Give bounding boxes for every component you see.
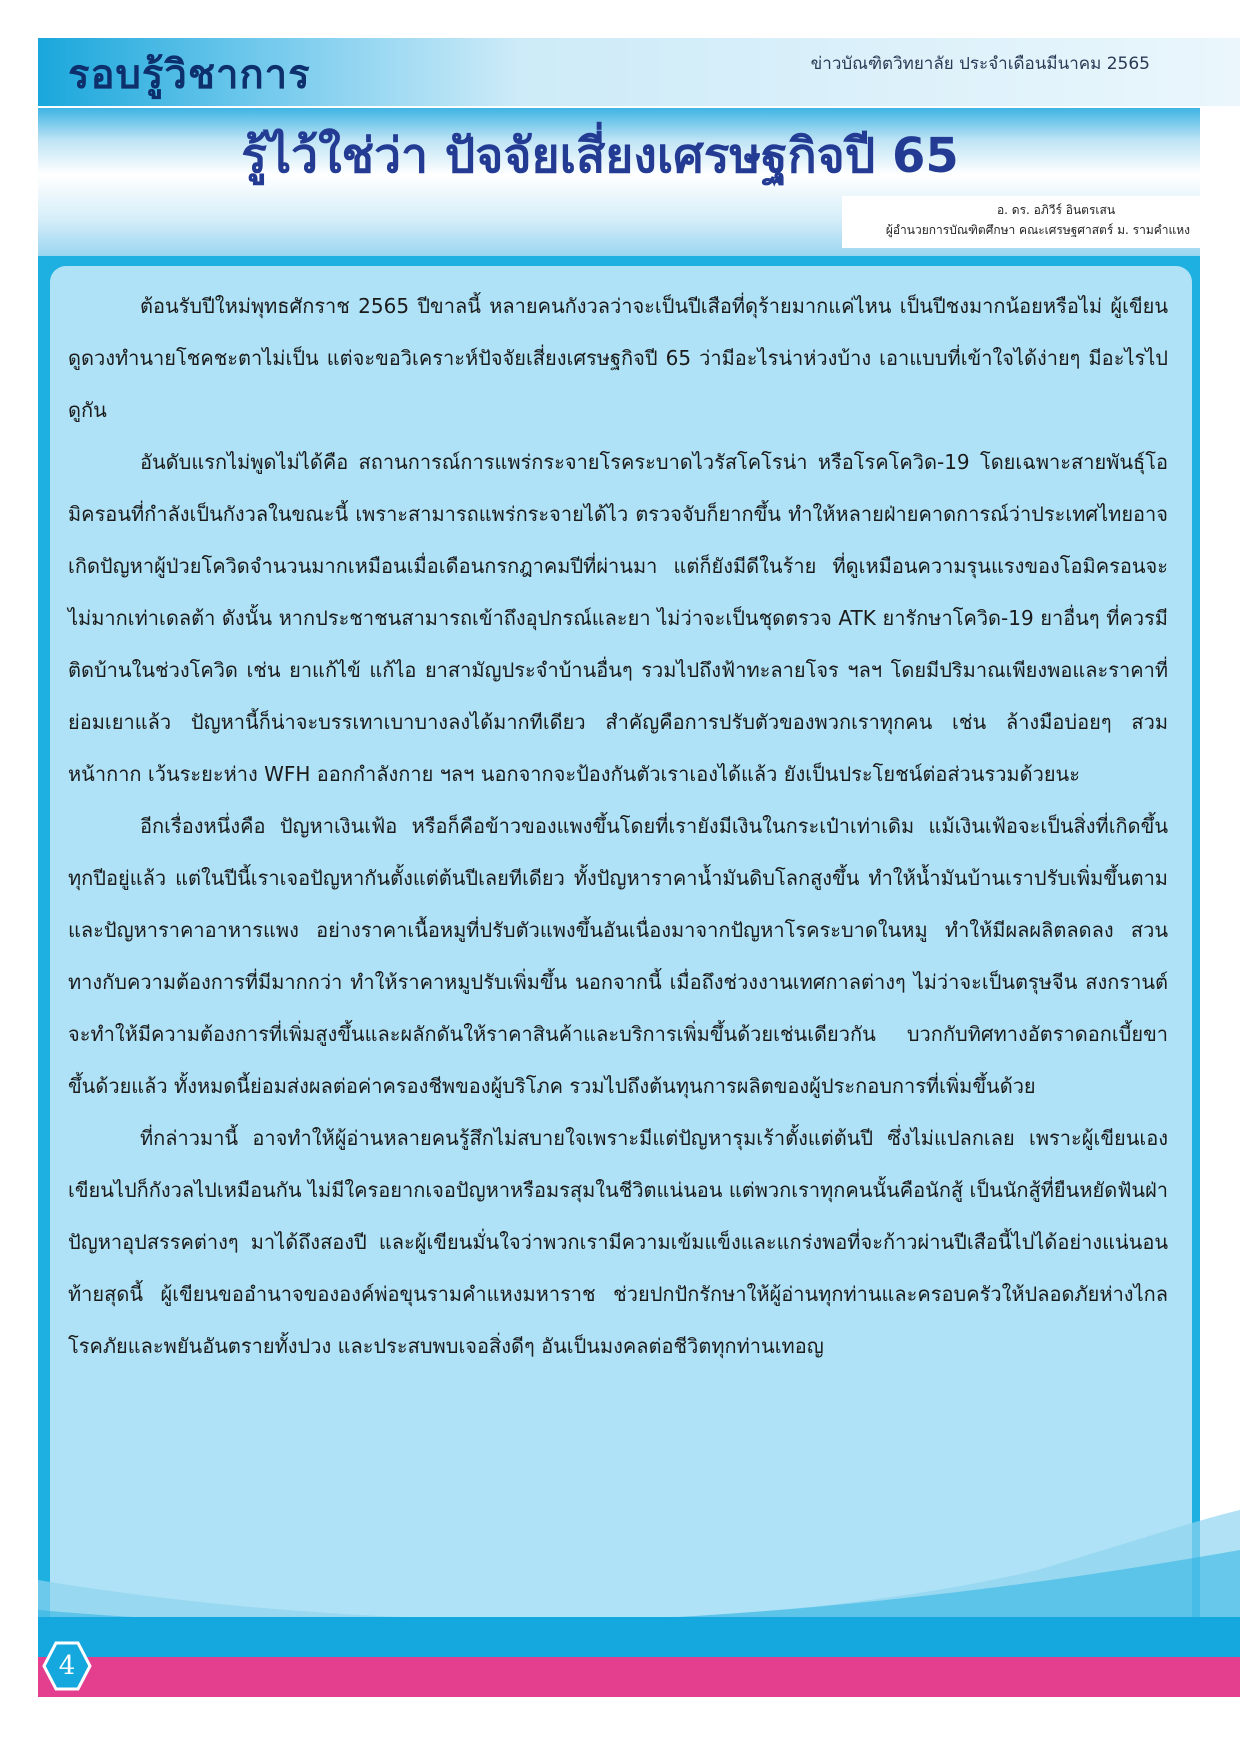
- author-box: [842, 196, 1200, 248]
- paragraph: อีกเรื่องหนึ่งคือ ปัญหาเงินเฟ้อ หรือก็คือข้าวของแพงขึ้นโดยที่เรายังมีเงินในกระเป๋าเท่าเดิม แม้เงินเฟ้อจะเป็นสิ่งที่เกิดขึ้นทุกปีอยู่แล้ว แต่ในปีนี้เราเจอปัญหากันตั้งแต่ต้นปีเลยทีเดียว ทั้งปัญหาราคาน้ำมันดิบโลกสูงขึ้น ทำให้น้ำมันบ้านเราปรับเพิ่มขึ้นตาม และปัญหาราคาอาหารแพง อย่างราคาเนื้อหมูที่ปรับตัวแพงขึ้นอันเนื่องมาจากปัญหาโรคระบาดในหมู ทำให้มีผลผลิตลดลง สวนทางกับความต้องการที่มีมากกว่า ทำให้ราคาหมูปรับเพิ่มขึ้น นอกจากนี้ เมื่อถึงช่วงงานเทศกาลต่างๆ ไม่ว่าจะเป็นตรุษจีน สงกรานต์ จะทำให้มีความต้องการที่เพิ่มสูงขึ้นและผลักดันให้ราคาสินค้าและบริการเพิ่มขึ้นด้วยเช่นเดียวกัน บวกกับทิศทางอัตราดอกเบี้ยขาขึ้นด้วยแล้ว ทั้งหมดนี้ย่อมส่งผลต่อค่าครองชีพของผู้บริโภค รวมไปถึงต้นทุนการผลิตของผู้ประกอบการที่เพิ่มขึ้นด้วย: [68, 814, 1168, 1098]
- issue-label: ข่าวบัณฑิตวิทยาลัย ประจำเดือนมีนาคม 2565: [810, 54, 1150, 74]
- footer-pink-band: [38, 1657, 1240, 1697]
- paragraph: อันดับแรกไม่พูดไม่ได้คือ สถานการณ์การแพร่กระจายโรคระบาดไวรัสโคโรน่า หรือโรคโควิด-19 โดยเฉพาะสายพันธุ์โอมิครอนที่กำลังเป็นกังวลในขณะนี้ เพราะสามารถแพร่กระจายได้ไว ตรวจจับก็ยากขึ้น ทำให้หลายฝ่ายคาดการณ์ว่าประเทศไทยอาจเกิดปัญหาผู้ป่วยโควิดจำนวนมากเหมือนเมื่อเดือนกรกฎาคมปีที่ผ่านมา แต่ก็ยังมีดีในร้าย ที่ดูเหมือนความรุนแรงของโอมิครอนจะไม่มากเท่าเดลต้า ดังนั้น หากประชาชนสามารถเข้าถึงอุปกรณ์และยา ไม่ว่าจะเป็นชุดตรวจ ATK ยารักษาโควิด-19 ยาอื่นๆ ที่ควรมีติดบ้านในช่วงโควิด เช่น ยาแก้ไข้ แก้ไอ ยาสามัญประจำบ้านอื่นๆ รวมไปถึงฟ้าทะลายโจร ฯลฯ โดยมีปริมาณเพียงพอและราคาที่ย่อมเยาแล้ว ปัญหานี้ก็น่าจะบรรเทาเบาบางลงได้มากทีเดียว สำคัญคือการปรับตัวของพวกเราทุกคน เช่น ล้างมือบ่อยๆ สวมหน้ากาก เว้นระยะห่าง WFH ออกกำลังกาย ฯลฯ นอกจากจะป้องกันตัวเราเองได้แล้ว ยังเป็นประโยชน์ต่อส่วนรวมด้วยนะ: [68, 450, 1168, 786]
- author-role: ผู้อำนวยการบัณฑิตศึกษา คณะเศรษฐศาสตร์ ม. รามคำแหง: [885, 223, 1190, 237]
- paragraph: ต้อนรับปีใหม่พุทธศักราช 2565 ปีขาลนี้ หลายคนกังวลว่าจะเป็นปีเสือที่ดุร้ายมากแค่ไหน เป็นปีชงมากน้อยหรือไม่ ผู้เขียนดูดวงทำนายโชคชะตาไม่เป็น แต่จะขอวิเคราะห์ปัจจัยเสี่ยงเศรษฐกิจปี 65 ว่ามีอะไรน่าห่วงบ้าง เอาแบบที่เข้าใจได้ง่ายๆ มีอะไรไปดูกัน: [68, 294, 1168, 422]
- footer-blue-band: [38, 1617, 1240, 1657]
- paragraph: ที่กล่าวมานี้ อาจทำให้ผู้อ่านหลายคนรู้สึกไม่สบายใจเพราะมีแต่ปัญหารุมเร้าตั้งแต่ต้นปี ซึ่งไม่แปลกเลย เพราะผู้เขียนเอง เขียนไปก็กังวลไปเหมือนกัน ไม่มีใครอยากเจอปัญหาหรือมรสุมในชีวิตแน่นอน แต่พวกเราทุกคนนั้นคือนักสู้ เป็นนักสู้ที่ยืนหยัดฟันฝ่าปัญหาอุปสรรคต่างๆ มาได้ถึงสองปี และผู้เขียนมั่นใจว่าพวกเรามีความเข้มแข็งและแกร่งพอที่จะก้าวผ่านปีเสือนี้ไปได้อย่างแน่นอน ท้ายสุดนี้ ผู้เขียนขออำนาจขององค์พ่อขุนรามคำแหงมหาราช ช่วยปกปักรักษาให้ผู้อ่านทุกท่านและครอบครัวให้ปลอดภัยห่างไกลโรคภัยและพยันอันตรายทั้งปวง และประสบพบเจอสิ่งดีๆ อันเป็นมงคลต่อชีวิตทุกท่านเทอญ: [68, 1126, 1168, 1358]
- article-body: [68, 280, 1168, 1372]
- author-name: อ. ดร. อภิวีร์ อินตรเสน: [996, 203, 1116, 217]
- decorative-wave: [38, 1480, 1240, 1640]
- article-title: รู้ไว้ใช่ว่า ปัจจัยเสี่ยงเศรษฐกิจปี 65: [241, 128, 959, 184]
- section-title: รอบรู้วิชาการ: [68, 52, 311, 98]
- page-number: 4: [58, 1651, 76, 1681]
